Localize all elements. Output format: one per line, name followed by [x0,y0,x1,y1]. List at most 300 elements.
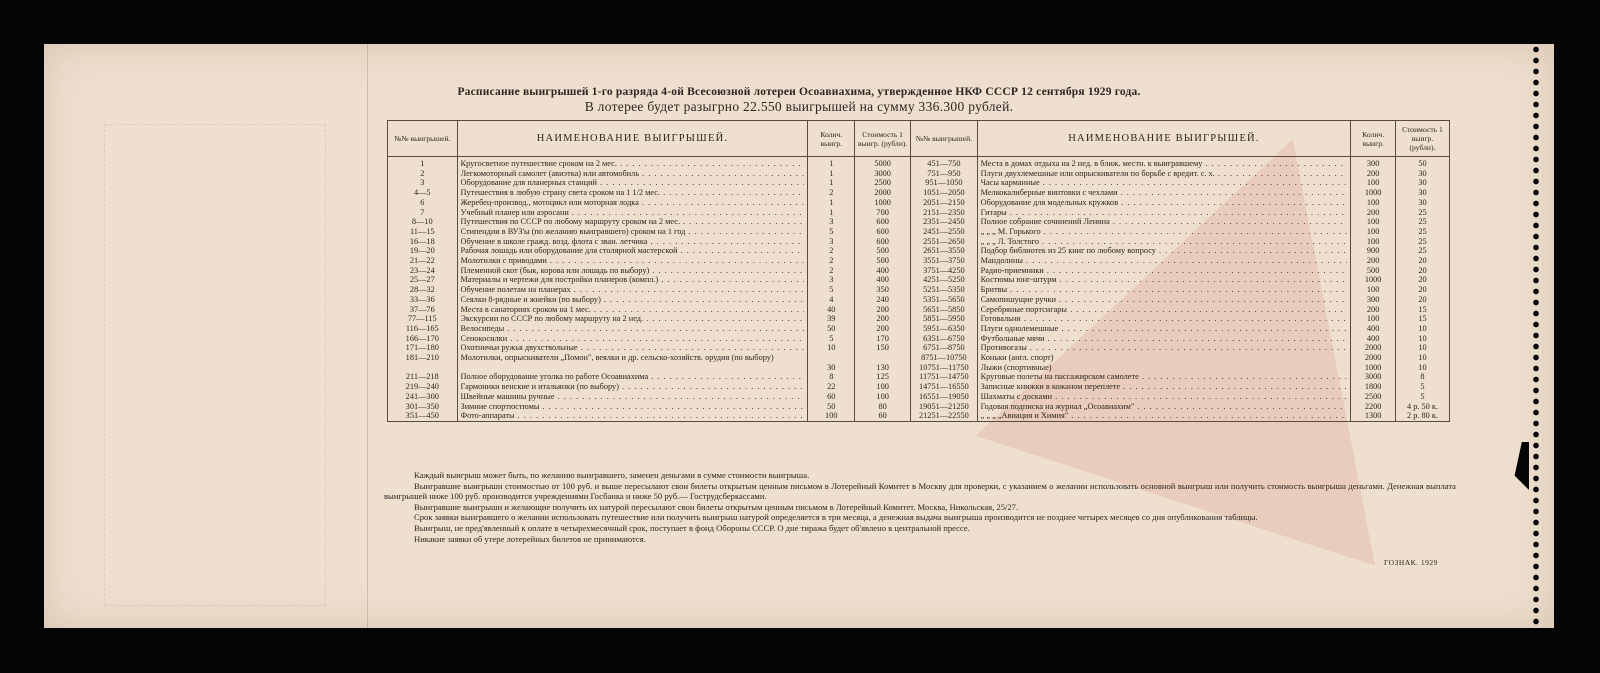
cell-text: 10 [1418,353,1427,363]
prize-number-left [388,178,458,188]
cell-text: 5 [829,333,834,343]
cell-text: 3 [420,178,425,188]
cell-text: 50 [827,323,836,333]
prize-name-right [977,266,1351,276]
prize-name-right [977,275,1351,285]
table-row [388,402,1450,412]
note-paragraph: Выигравшие выигрыши стоимостью от 100 руб. и выше пересылают свои билеты открытым ценным письмом в Лотерейный Комитет в Москву для проверки, с указанием о желании использовать основной выигрыш или получить стоимость выигрыша деньгами. Денежная выплата выигрышей ниже 100 руб. производится учреждениями Госбанка и ниже 50 руб.— Гострудсберкассами. [384,480,1456,502]
prize-qty-right [1351,237,1396,247]
prize-number-right [911,392,977,402]
stub-ghost-print [104,124,326,606]
cell-text: 2451—2550 [923,226,965,236]
prize-name-right [977,305,1351,315]
prize-number-right [911,295,977,305]
prize-qty-right [1351,372,1396,382]
cell-text: 30 [1418,188,1427,198]
cell-text: 5951—6350 [923,323,965,333]
table-row [388,411,1450,421]
prize-number-right [911,372,977,382]
cell-text: 5251—5350 [923,285,965,295]
prize-qty-right [1351,334,1396,344]
torn-notch [1511,442,1529,490]
cell-text: 2000 [1364,343,1382,353]
cell-text: 5651—5850 [923,304,965,314]
cell-text: Рабочая лошадь или оборудование для столярной мастерской . . . [461,246,805,256]
cell-text: 171—180 [405,343,439,353]
lottery-ticket-back [44,44,1554,628]
cell-text: 8 [829,372,834,382]
cell-text: Мелкокалиберные винтовки с чехлами . . . [981,188,1348,198]
cell-text: 400 [1366,333,1380,343]
cell-text: Коньки (англ. спорт) [980,353,1054,363]
cell-text: Кругосветное путешествие сроком на 2 мес. . . . [461,159,805,169]
prize-qty-right [1351,343,1396,353]
prize-qty-right [1351,324,1396,334]
prize-qty-left [808,314,855,324]
cell-text: 301—350 [405,401,439,411]
cell-text: 100 [1366,285,1380,295]
prize-qty-right [1351,353,1396,372]
cell-text: 3000 [1364,372,1382,382]
prize-name-right [977,295,1351,305]
cell-text: 5351—5650 [923,294,965,304]
prize-number-left [388,169,458,179]
prize-qty-right [1351,411,1396,421]
cell-text: 25 [1418,226,1427,236]
cell-text: Подбор библиотек из 25 книг по любому вопросу . . . [981,246,1348,256]
cell-text: 100 [876,382,889,392]
cell-text: Часы карманные . . . [981,178,1348,188]
cell-text: 23—24 [409,265,435,275]
cell-text: 130 [876,362,889,372]
cell-text: Путешествия в любую страну света сроком на 1 1/2 мес. . . . [461,188,805,198]
prize-cost-right [1395,178,1449,188]
cell-text: 100 [1366,226,1380,236]
prize-name-right [977,217,1351,227]
cell-text: Велосипеды . . . [461,324,805,334]
prize-name-right [977,246,1351,256]
table-row [388,285,1450,295]
table-row [388,382,1450,392]
prize-qty-right [1351,157,1396,169]
prize-cost-left [855,314,911,324]
header-num-right: №№ выигрышей. [911,121,977,157]
cell-text: Годовая подписка на журнал „Осоавиахим" . . . [981,402,1348,412]
prize-number-right [911,246,977,256]
cell-text: 600 [876,217,889,227]
cell-text: Мандолины . . . [981,256,1348,266]
prize-qty-left [808,246,855,256]
cell-text: Сеялки 8-рядные и жнейки (по выбору) . . . [461,295,805,305]
cell-text: 8—10 [411,217,433,227]
prize-cost-right [1395,353,1449,372]
prize-name-left [457,411,808,421]
note-paragraph: Выигрыш, не пред'явленный к оплате в четырехмесячный срок, поступает в фонд Обороны СССР. О дне тиража будет об'явлено в центральной прессе. [414,522,970,533]
cell-text: 2 [829,246,834,256]
prize-number-left [388,246,458,256]
note-paragraph: Выигравшие выигрыши и желающие получить их натурой пересылают свои билеты открытым ценным письмом в Лотерейный Комитет. Москва, Никольская, 25/27. [414,501,1019,512]
cell-text: Экскурсии по СССР по любому маршруту на 2 нед. . . . [461,314,805,324]
prize-cost-left [855,237,911,247]
table-row [388,266,1450,276]
table-row [388,324,1450,334]
prize-number-right [911,227,977,237]
cell-text: Записные книжки в кожаном переплете . . . [981,382,1348,392]
table-row [388,353,1450,372]
cell-text: 300 [1366,159,1380,168]
prize-number-right [911,285,977,295]
prize-cost-right [1395,266,1449,276]
cell-text: Молотилки с приводами . . . [461,256,805,266]
cell-text: 1 [829,207,834,217]
prize-name-left [457,324,808,334]
prize-qty-left [808,372,855,382]
prize-cost-right [1395,382,1449,392]
prize-cost-left [855,295,911,305]
cell-text: 1 [829,178,834,188]
prize-number-right [911,256,977,266]
cell-text: 100 [825,411,838,421]
cell-text: 5 [1420,391,1425,401]
note-paragraph: Срок заявки выигравшего о желании использовать путешествие или получить выигрыш натурой определяется в три месяца, а денежная выдача выигрыша производится не позднее четырех месяцев со дня опубликования таблицы. [414,512,1258,523]
prize-number-left [388,411,458,421]
header-name-right: НАИМЕНОВАНИЕ ВЫИГРЫШЕЙ. [977,121,1351,157]
prize-name-right [977,372,1351,382]
prize-number-left [388,305,458,315]
cell-text: 77—115 [407,314,437,324]
cell-text: Бритвы . . . [981,285,1348,295]
prize-qty-left [808,256,855,266]
cell-text: 5000 [874,159,891,168]
cell-text: Учебный планер или аэросани . . . [461,208,805,218]
prize-name-right [977,169,1351,179]
cell-text: 500 [1366,265,1380,275]
prize-qty-right [1351,178,1396,188]
cell-text: 100 [876,391,889,401]
cell-text: 25—27 [409,275,435,285]
prize-number-left [388,285,458,295]
cell-text: 5 [829,226,834,236]
prize-qty-left [808,169,855,179]
prize-cost-right [1395,157,1449,169]
cell-text: Лыжи (спортивные) [980,362,1052,372]
prize-cost-left [855,343,911,353]
prize-name-left [457,198,808,208]
cell-text: 1 [420,159,425,168]
cell-text: 2151—2350 [923,207,965,217]
prize-number-right [911,217,977,227]
prize-cost-left [855,372,911,382]
schedule-title: Расписание выигрышей 1-го разряда 4-ой Всесоюзной лотереи Осоавиахима, утвержденное НКФ СССР 12 сентября 1929 года. [457,86,1141,98]
prize-number-left [388,353,458,372]
cell-text: 170 [876,333,889,343]
prize-name-left [457,392,808,402]
cell-text: Плуги однолемешные . . . [981,324,1348,334]
prize-qty-left [808,227,855,237]
cell-text: 125 [876,372,889,382]
prize-number-left [388,392,458,402]
cell-text: 5 [1420,382,1425,392]
prize-name-right [977,314,1351,324]
cell-text: Гармоники венские и итальянки (по выбору) . . . [461,382,805,392]
prize-name-right [977,411,1351,421]
prize-cost-left [855,178,911,188]
table-row [388,305,1450,315]
table-row [388,372,1450,382]
cell-text: Круговые полеты на пассажирском самолете . . . [981,372,1348,382]
cell-text: 15 [1418,314,1427,324]
cell-text: Оборудование для планерных станций . . . [461,178,805,188]
cell-text: Шахматы с досками . . . [981,392,1348,402]
prize-qty-right [1351,305,1396,315]
prize-name-left [457,295,808,305]
prize-cost-left [855,334,911,344]
prize-qty-right [1351,198,1396,208]
cell-text: 100 [1366,197,1380,207]
prize-name-left [457,314,808,324]
prize-name-left [457,246,808,256]
prize-name-left [457,188,808,198]
cell-text: 951—1050 [925,178,963,188]
note-paragraph: Каждый выигрыш может быть, по желанию выигравшего, заменен деньгами в сумме стоимости выигрыша. [414,470,810,480]
prize-qty-left [808,217,855,227]
cell-text: 19051—21250 [919,401,969,411]
prize-number-right [911,411,977,421]
cell-text: 241—300 [405,391,439,401]
prize-cost-right [1395,198,1449,208]
cell-text: 25 [1418,246,1427,256]
cell-text: 16—18 [409,236,435,246]
prize-number-left [388,324,458,334]
prize-qty-left [808,334,855,344]
cell-text: 350 [876,285,889,295]
cell-text: 2 р. 80 к. [1406,411,1438,421]
table-row [388,256,1450,266]
prize-name-right [977,256,1351,266]
cell-text: 19—20 [409,246,435,256]
prize-qty-left [808,295,855,305]
table-row [388,334,1450,344]
prize-cost-right [1395,217,1449,227]
prize-qty-right [1351,227,1396,237]
cell-text: 30 [1418,178,1427,188]
prize-cost-right [1395,411,1449,421]
prize-number-right [911,169,977,179]
prize-qty-left [808,402,855,412]
header-name-left: НАИМЕНОВАНИЕ ВЫИГРЫШЕЙ. [457,121,808,157]
prize-cost-right [1395,188,1449,198]
prize-qty-left [808,392,855,402]
prize-number-left [388,208,458,218]
prize-name-right [977,227,1351,237]
cell-text: 3551—3750 [923,256,965,266]
cell-text: 4 [829,294,834,304]
prize-number-right [911,334,977,344]
cell-text: Легкомоторный самолет (авиэтка) или автомобиль . . . [461,169,805,179]
cell-text: 100 [1366,314,1380,324]
cell-text: 900 [1366,246,1380,256]
cell-text: 4—5 [413,188,431,198]
cell-text: 600 [876,226,889,236]
cell-text: 2 [420,168,425,178]
prize-name-left [457,372,808,382]
prize-number-left [388,266,458,276]
prize-qty-left [808,285,855,295]
cell-text: 20 [1418,265,1427,275]
prize-qty-right [1351,314,1396,324]
table-body [388,157,1450,422]
prize-number-left [388,237,458,247]
cell-text: 14751—16550 [919,382,969,392]
prize-number-right [911,305,977,315]
cell-text: 200 [1366,168,1380,178]
prize-cost-left [855,285,911,295]
cell-text: 1 [829,168,834,178]
cell-text: 200 [876,314,889,324]
prize-qty-left [808,208,855,218]
cell-text: 21251—22550 [919,411,969,421]
prize-qty-right [1351,256,1396,266]
prize-name-left [457,169,808,179]
cell-text: 50 [827,401,836,411]
cell-text: 300 [1366,294,1380,304]
cell-text: 500 [876,246,889,256]
cell-text: 240 [876,294,889,304]
prize-cost-left [855,382,911,392]
prize-qty-left [808,266,855,276]
prize-cost-left [855,256,911,266]
prize-name-right [977,178,1351,188]
prize-cost-right [1395,275,1449,285]
cell-text: 200 [1366,256,1380,266]
note-paragraph: Никакие заявки об утере лотерейных билетов не принимаются. [414,533,646,544]
prize-number-left [388,157,458,169]
prize-number-right [911,266,977,276]
prize-name-left [457,266,808,276]
cell-text: 3000 [874,168,891,178]
prize-number-left [388,188,458,198]
prize-qty-right [1351,392,1396,402]
table-row [388,392,1450,402]
cell-text: 6751—8750 [923,343,965,353]
prize-name-left [457,237,808,247]
prize-name-right [977,188,1351,198]
cell-text: Футбольные мячи . . . [981,334,1348,344]
prize-cost-left [855,324,911,334]
prize-name-left [457,275,808,285]
prize-cost-left [855,275,911,285]
header-qty-right: Колич. выигр. [1351,121,1396,157]
prize-cost-left [855,266,911,276]
prize-cost-right [1395,334,1449,344]
prize-qty-right [1351,266,1396,276]
cell-text: Плуги двухлемешные или опрыскиватели по борьбе с вредит. с. х. . . . [981,169,1348,179]
prize-number-right [911,324,977,334]
prize-number-right [911,402,977,412]
prize-qty-left [808,237,855,247]
header-num-left: №№ выигрышей. [388,121,458,157]
prize-qty-right [1351,402,1396,412]
prize-name-right [977,343,1351,353]
cell-text: Путешествия по СССР по любому маршруту сроком на 2 мес. . . . [461,217,805,227]
cell-text: Полное собрание сочинений Ленина . . . [981,217,1348,227]
cell-text: 2500 [1364,391,1382,401]
prize-name-left [457,178,808,188]
prize-qty-left [808,353,855,372]
prize-number-right [911,343,977,353]
cell-text: 16551—19050 [919,391,969,401]
prize-number-left [388,314,458,324]
cell-text: 3 [829,275,834,285]
cell-text: 2 [829,188,834,198]
cell-text: Полное оборудование уголка по работе Осоавиахима . . . [461,372,805,382]
prize-table [387,120,1450,422]
cell-text: 2 [829,256,834,266]
prize-qty-right [1351,208,1396,218]
cell-text: „ „ „ „Авиация и Химия" . . . [981,411,1348,421]
cell-text: 39 [827,314,836,324]
cell-text: 10 [1418,323,1427,333]
prize-qty-left [808,178,855,188]
prize-cost-left [855,411,911,421]
prize-cost-left [855,198,911,208]
cell-text: 100 [1366,217,1380,227]
prize-cost-left [855,227,911,237]
prize-qty-left [808,275,855,285]
cell-text: Жеребец-производ., мотоцикл или моторная лодка . . . [461,198,805,208]
cell-text: Серебряные портсигары . . . [981,305,1348,315]
cell-text: 37—76 [409,304,435,314]
cell-text: 10751—11750 [919,362,969,372]
prize-name-right [977,157,1351,169]
prize-name-right [977,324,1351,334]
schedule-subtitle: В лотерее будет разыгрно 22.550 выигрышей на сумму 336.300 рублей. [584,99,1014,114]
table-row [388,208,1450,218]
cell-text: 600 [876,236,889,246]
table-row [388,178,1450,188]
prize-number-left [388,275,458,285]
cell-text: 1000 [874,197,891,207]
prize-number-left [388,217,458,227]
prize-qty-right [1351,275,1396,285]
cell-text: 2651—3550 [923,246,965,256]
cell-text: 25 [1418,207,1427,217]
cell-text: 1 [829,197,834,207]
prize-cost-left [855,208,911,218]
prize-cost-left [855,169,911,179]
cell-text: 33—36 [409,294,435,304]
table-row [388,237,1450,247]
cell-text: 20 [1418,275,1427,285]
cell-text: 181—210 [405,353,439,363]
prize-number-right [911,275,977,285]
cell-text: 751—950 [927,168,961,178]
prize-number-right [911,237,977,247]
prize-qty-right [1351,188,1396,198]
prize-name-right [977,382,1351,392]
cell-text: 28—32 [409,285,435,295]
cell-text: 11751—14750 [919,372,969,382]
prize-cost-right [1395,305,1449,315]
cell-text: 50 [1418,159,1427,168]
table-row [388,275,1450,285]
cell-text: 2551—2650 [923,236,965,246]
cell-text: 15 [1418,304,1427,314]
cell-text: 211—218 [405,372,439,382]
prize-cost-left [855,402,911,412]
prize-name-left [457,157,808,169]
prize-name-left [457,382,808,392]
